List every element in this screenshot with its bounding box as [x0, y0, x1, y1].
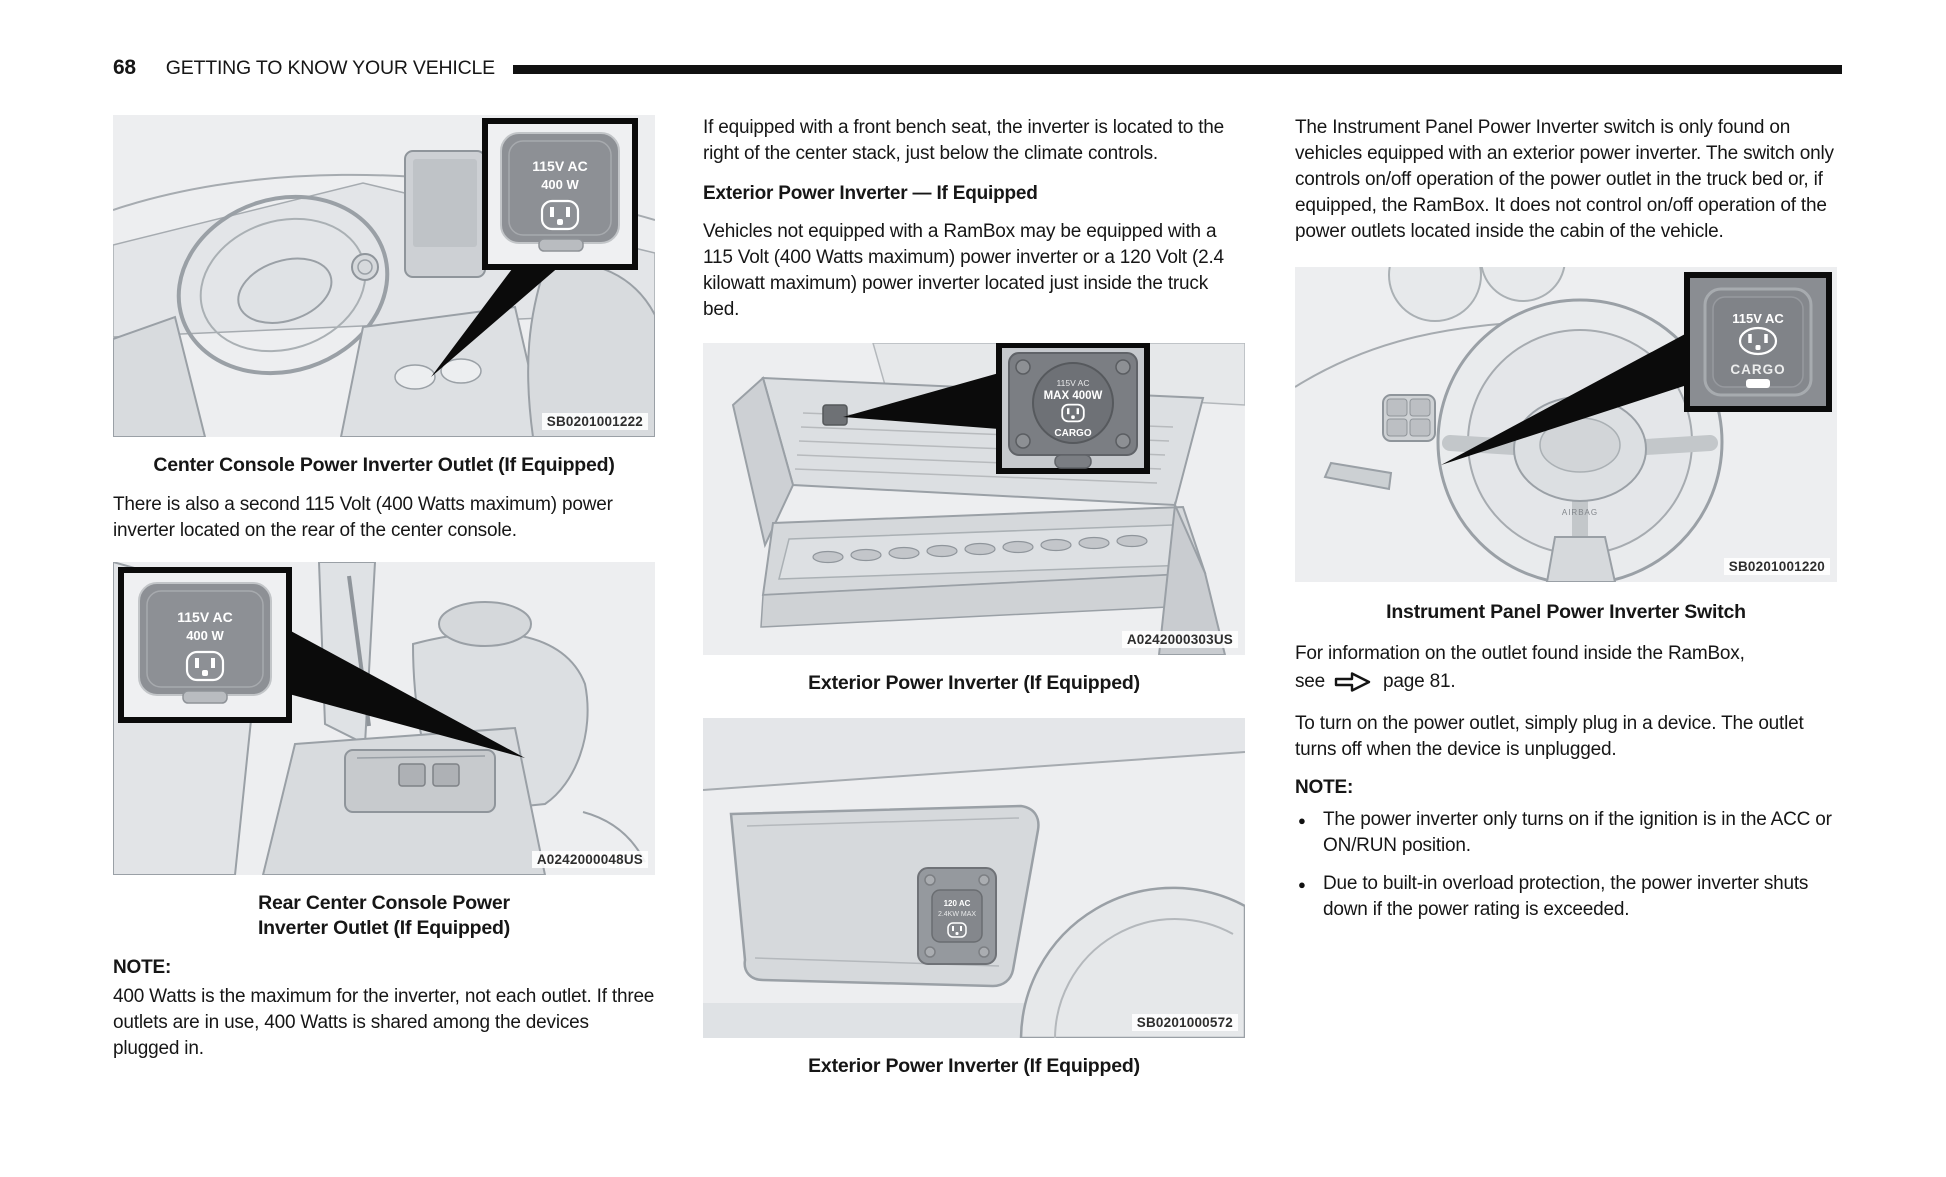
note-label: NOTE:: [1295, 777, 1354, 798]
figure-code: SB0201000572: [1132, 1014, 1238, 1031]
paragraph: To turn on the power outlet, simply plug in a device. The outlet turns off when the device is unplugged.: [1295, 713, 1804, 760]
outlet-label-voltage: 115V AC: [532, 158, 588, 174]
paragraph: Vehicles not equipped with a RamBox may be equipped with a 115 Volt (400 Watts maximum) power inverter or a 120 Volt (2.4 kilowatt maximum) power inverter located just inside the truck bed.: [703, 221, 1224, 320]
note-list: [1295, 807, 1837, 923]
note-block: [113, 957, 655, 1062]
outlet-label-cargo: CARGO: [1054, 428, 1092, 439]
illustration-dashboard: [113, 115, 655, 437]
switch-indicator: [1746, 379, 1770, 388]
figure-code: A0242000303US: [1122, 631, 1238, 648]
bed-outlet: [823, 405, 847, 425]
rambox-outlet-plate: [918, 868, 996, 964]
reference-text: For information on the outlet found inside the RamBox,: [1295, 643, 1745, 664]
reference-page: page 81.: [1383, 671, 1456, 692]
figure-caption: Center Console Power Inverter Outlet (If Equipped): [153, 454, 615, 476]
figure-caption: Exterior Power Inverter (If Equipped): [808, 1055, 1140, 1077]
illustration-steering-wheel: [1295, 267, 1837, 582]
column-right: [1295, 115, 1837, 935]
figure-caption: Exterior Power Inverter (If Equipped): [808, 672, 1140, 694]
column-middle: [703, 115, 1245, 1079]
switch-label-voltage: 115V AC: [1732, 311, 1784, 326]
header-rule: [513, 65, 1842, 74]
page-title: GETTING TO KNOW YOUR VEHICLE: [165, 56, 495, 79]
switch-pod: [1383, 395, 1435, 441]
reference-see: see: [1295, 671, 1326, 692]
column-left: [113, 115, 655, 1062]
figure-code: SB0201001222: [542, 413, 648, 430]
plate-label-voltage: 120 AC: [943, 899, 971, 908]
figure-caption: Instrument Panel Power Inverter Switch: [1386, 601, 1746, 623]
paragraph: The Instrument Panel Power Inverter switch is only found on vehicles equipped with an exterior power inverter. The switch only controls on/off operation of the power outlet in the truck bed or, if equipped, the RamBox. It does not control on/off operation of the power outlets located inside the cabin of the vehicle.: [1295, 117, 1834, 242]
figure-caption: [113, 891, 655, 941]
caption-line: Inverter Outlet (If Equipped): [257, 917, 511, 939]
illustration-rambox: [703, 718, 1245, 1038]
figure-truck-bed: [703, 343, 1245, 655]
illustration-rear-console: [113, 562, 655, 875]
outlet-label-voltage: 115V AC: [1056, 378, 1090, 388]
page-reference-arrow-icon: [1333, 670, 1373, 694]
outlet-callout: [999, 345, 1147, 471]
outlet-label-watts: 400 W: [541, 177, 579, 192]
outlet-callout: [485, 121, 635, 267]
caption-line: Rear Center Console Power: [258, 892, 510, 914]
plate-label-watts: 2.4KW MAX: [937, 911, 977, 918]
figure-center-console-interior: [113, 115, 655, 437]
figure-code: SB0201001220: [1724, 558, 1830, 575]
airbag-label: AIRBAG: [1561, 508, 1599, 517]
note-text: 400 Watts is the maximum for the inverter, not each outlet. If three outlets are in use, 400 Watts is shared among the devices plugged in.: [113, 986, 655, 1059]
outlet-label-watts: 400 W: [186, 628, 224, 643]
cross-reference: [1295, 641, 1837, 695]
page-number: 68: [113, 56, 136, 79]
switch-callout: [1687, 275, 1829, 409]
section-heading: Exterior Power Inverter — If Equipped: [703, 183, 1038, 204]
note-label: NOTE:: [113, 957, 172, 978]
figure-code: A0242000048US: [532, 851, 648, 868]
figure-rear-console: [113, 562, 655, 875]
outlet-label-watts: MAX 400W: [1043, 390, 1103, 402]
figure-instrument-panel: [1295, 267, 1837, 582]
switch-label-cargo: CARGO: [1730, 362, 1786, 377]
paragraph: If equipped with a front bench seat, the inverter is located to the right of the center stack, just below the climate controls.: [703, 117, 1225, 164]
note-block: [1295, 777, 1837, 923]
note-item: ● The power inverter only turns on if the ignition is in the ACC or ON/RUN position.: [1295, 807, 1837, 859]
outlet-label-voltage: 115V AC: [177, 609, 233, 625]
figure-rambox-side: [703, 718, 1245, 1038]
note-item: ● Due to built-in overload protection, the power inverter shuts down if the power rating is exceeded.: [1295, 871, 1837, 923]
page-header: [113, 56, 1842, 80]
outlet-callout: [121, 570, 289, 720]
illustration-truck-bed: [703, 343, 1245, 655]
paragraph: There is also a second 115 Volt (400 Watts maximum) power inverter located on the rear of the center console.: [113, 494, 613, 541]
